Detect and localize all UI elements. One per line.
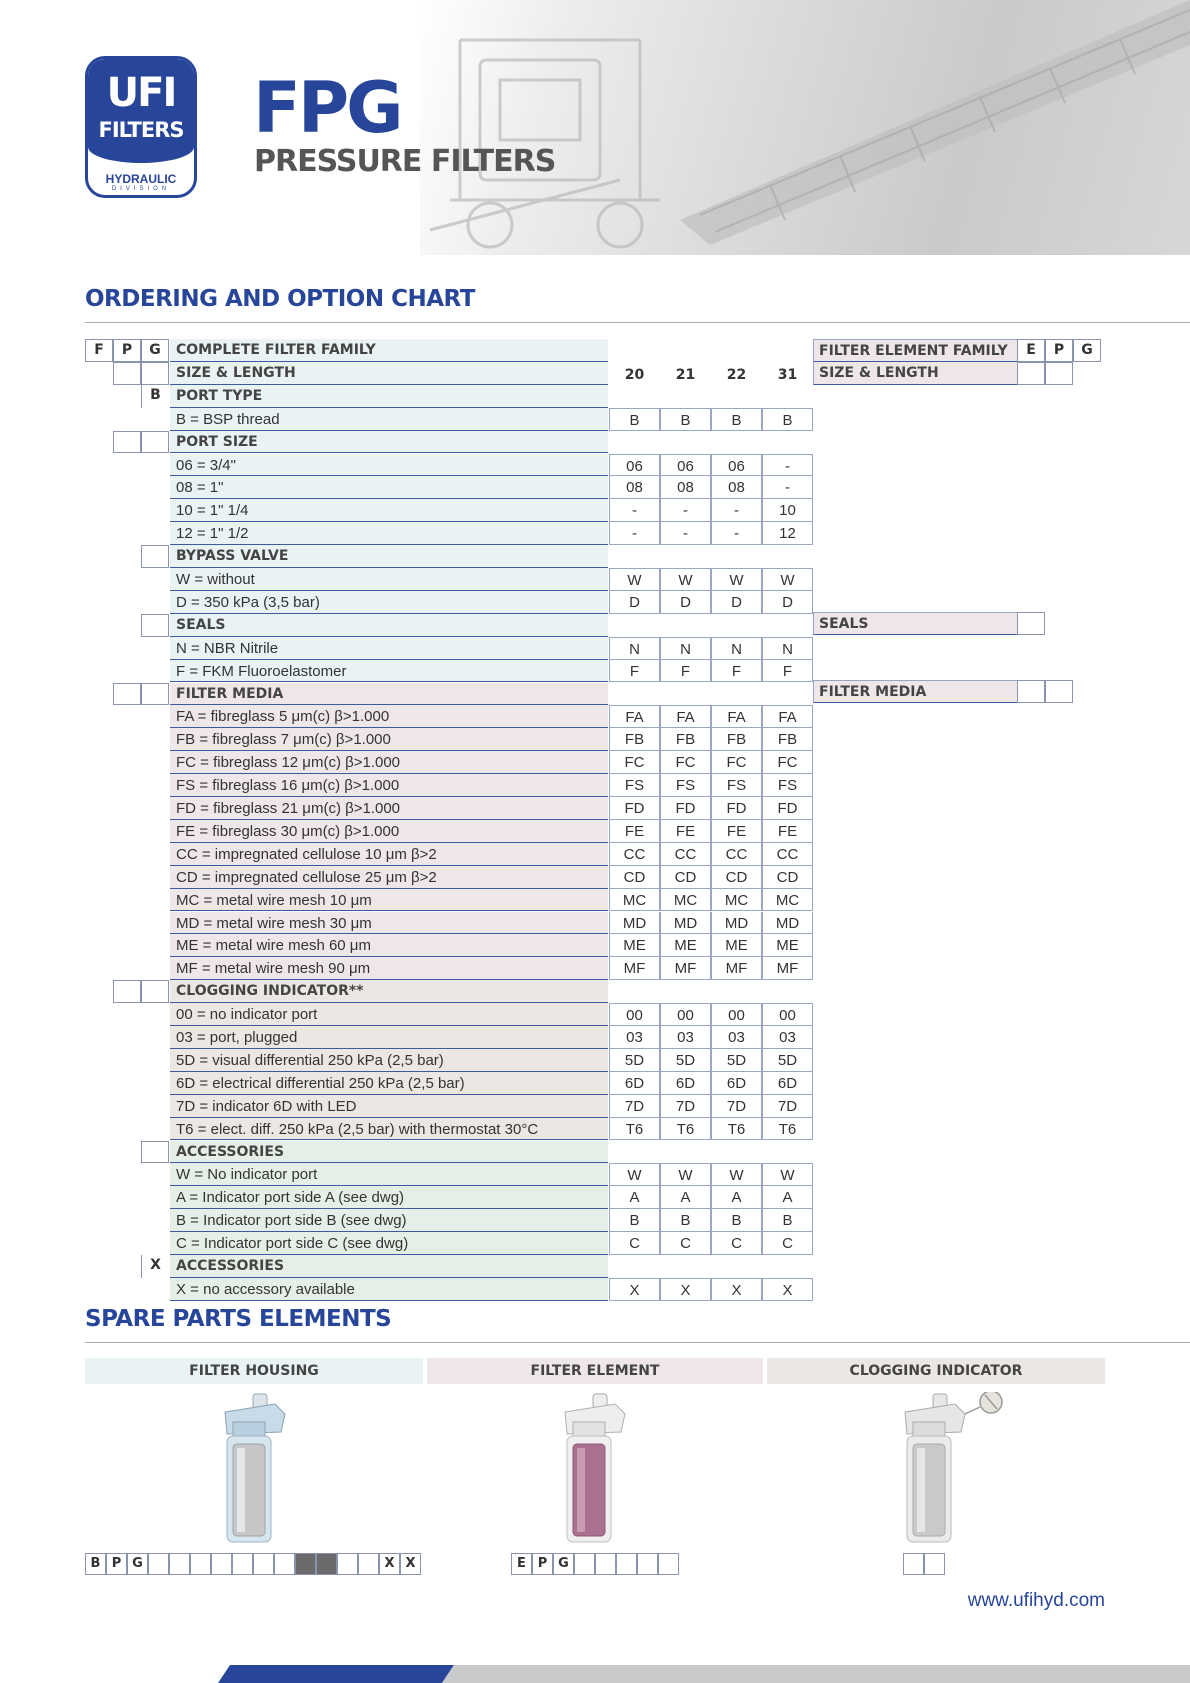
code-position-box: F	[85, 339, 113, 362]
option-code-cell: FE	[711, 820, 762, 843]
option-code-cell: CC	[711, 843, 762, 866]
element-media-box-2	[1045, 680, 1073, 703]
option-code-cell: 03	[660, 1026, 711, 1049]
chart-option-row	[0, 1072, 1190, 1095]
option-label: W = without	[170, 568, 608, 591]
option-code-cell: FA	[660, 705, 711, 728]
option-code-cell: -	[660, 522, 711, 545]
option-label: FC = fibreglass 12 μm(c) β>1.000	[170, 751, 608, 774]
option-code-cell: W	[660, 1163, 711, 1186]
option-code-cell: 00	[762, 1003, 813, 1026]
option-code-cell: C	[711, 1232, 762, 1255]
option-code-cell: FD	[660, 797, 711, 820]
option-code-cell: 7D	[660, 1095, 711, 1118]
code-character-box	[190, 1553, 211, 1575]
section-label: PORT SIZE	[170, 431, 608, 454]
option-label: MC = metal wire mesh 10 μm	[170, 889, 608, 912]
option-code-cell: 00	[711, 1003, 762, 1026]
chart-option-row	[0, 1278, 1190, 1301]
filter-housing-header: FILTER HOUSING	[85, 1358, 423, 1384]
code-position-box	[141, 614, 169, 637]
chart-option-row	[0, 637, 1190, 660]
option-code-cell: FS	[609, 774, 660, 797]
element-media-label: FILTER MEDIA	[813, 680, 1017, 703]
chart-option-row	[0, 1095, 1190, 1118]
code-character-box: E	[511, 1553, 532, 1575]
option-code-cell: 5D	[711, 1049, 762, 1072]
option-code-cell: 00	[660, 1003, 711, 1026]
option-code-cell: X	[609, 1278, 660, 1301]
option-label: ME = metal wire mesh 60 μm	[170, 934, 608, 957]
code-character-box	[232, 1553, 253, 1575]
code-character-box: B	[85, 1553, 106, 1575]
chart-option-row	[0, 751, 1190, 774]
clogging-indicator-image	[895, 1392, 1010, 1547]
option-label: F = FKM Fluoroelastomer	[170, 660, 608, 683]
option-code-cell: -	[609, 522, 660, 545]
option-code-cell: 5D	[660, 1049, 711, 1072]
clogging-indicator-header: CLOGGING INDICATOR	[767, 1358, 1105, 1384]
chart-option-row	[0, 408, 1190, 431]
option-code-cell: -	[762, 476, 813, 499]
size-column-header: 20	[624, 366, 645, 383]
option-code-cell: A	[609, 1186, 660, 1209]
code-position-box	[113, 980, 141, 1003]
option-code-cell: ME	[762, 934, 813, 957]
chart-option-row	[0, 820, 1190, 843]
header-background-photo	[420, 0, 1190, 255]
code-position-box: G	[141, 339, 169, 362]
option-code-cell: D	[762, 591, 813, 614]
code-position-box: P	[113, 339, 141, 362]
section-label: CLOGGING INDICATOR**	[170, 980, 608, 1003]
logo-hydraulic-text: HYDRAULIC	[105, 172, 177, 186]
option-code-cell: 03	[762, 1026, 813, 1049]
option-code-cell: FC	[609, 751, 660, 774]
option-code-cell: ME	[609, 934, 660, 957]
option-code-cell: B	[711, 1209, 762, 1232]
option-code-cell: MC	[660, 889, 711, 912]
code-character-box	[924, 1553, 945, 1575]
code-character-box	[337, 1553, 358, 1575]
option-label: X = no accessory available	[170, 1278, 608, 1301]
option-code-cell: FE	[609, 820, 660, 843]
option-code-cell: T6	[762, 1118, 813, 1141]
chart-option-row	[0, 934, 1190, 957]
logo-ufi-text: UFI	[106, 70, 176, 116]
code-character-box	[616, 1553, 637, 1575]
option-label: D = 350 kPa (3,5 bar)	[170, 591, 608, 614]
option-code-cell: MF	[660, 957, 711, 980]
code-character-box: P	[106, 1553, 127, 1575]
aerial-platform-illustration	[420, 0, 1190, 255]
option-code-cell: -	[609, 499, 660, 522]
option-code-cell: T6	[711, 1118, 762, 1141]
option-code-cell: 03	[609, 1026, 660, 1049]
chart-option-row	[0, 889, 1190, 912]
ordering-chart-title: ORDERING AND OPTION CHART	[85, 286, 475, 312]
product-subtitle: PRESSURE FILTERS	[254, 144, 556, 179]
chart-option-row	[0, 957, 1190, 980]
option-code-cell: 00	[609, 1003, 660, 1026]
option-code-cell: FE	[660, 820, 711, 843]
ufi-filters-logo	[85, 56, 197, 198]
chart-option-row	[0, 1209, 1190, 1232]
option-code-cell: B	[762, 1209, 813, 1232]
option-code-cell: 03	[711, 1026, 762, 1049]
code-character-box: X	[379, 1553, 400, 1575]
option-label: N = NBR Nitrile	[170, 637, 608, 660]
option-code-cell: CD	[711, 866, 762, 889]
logo-filters-text: FILTERS	[98, 118, 184, 142]
option-code-cell: 06	[660, 454, 711, 477]
option-code-cell: MD	[609, 912, 660, 935]
option-label: 10 = 1" 1/4	[170, 499, 608, 522]
code-character-box	[574, 1553, 595, 1575]
filter-housing-image	[215, 1392, 295, 1547]
option-code-cell: 6D	[660, 1072, 711, 1095]
option-code-cell: D	[711, 591, 762, 614]
option-code-cell: A	[660, 1186, 711, 1209]
option-label: 6D = electrical differential 250 kPa (2,5 bar)	[170, 1072, 608, 1095]
option-code-cell: B	[711, 408, 762, 431]
option-code-cell: W	[609, 568, 660, 591]
section-label: BYPASS VALVE	[170, 545, 608, 568]
chart-section-header	[0, 431, 1190, 454]
option-code-cell: 6D	[609, 1072, 660, 1095]
option-label: MF = metal wire mesh 90 μm	[170, 957, 608, 980]
option-code-cell: CD	[762, 866, 813, 889]
option-code-cell: 7D	[762, 1095, 813, 1118]
product-title: FPG	[253, 67, 401, 149]
code-position-box: X	[141, 1255, 169, 1278]
option-code-cell: FB	[660, 728, 711, 751]
option-code-cell: FB	[711, 728, 762, 751]
option-code-cell: MC	[711, 889, 762, 912]
element-seals-box	[1017, 612, 1045, 635]
section-label: ACCESSORIES	[170, 1141, 608, 1164]
chart-section-header	[0, 385, 1190, 408]
option-code-cell: FA	[762, 705, 813, 728]
code-character-box	[316, 1553, 337, 1575]
chart-option-row	[0, 1026, 1190, 1049]
option-code-cell: MF	[609, 957, 660, 980]
element-family-letter-g: G	[1073, 339, 1101, 362]
code-position-box: B	[141, 385, 169, 408]
code-character-box	[658, 1553, 679, 1575]
option-code-cell: FD	[711, 797, 762, 820]
chart-option-row	[0, 591, 1190, 614]
code-position-box	[141, 683, 169, 706]
option-code-cell: X	[762, 1278, 813, 1301]
option-code-cell: F	[762, 660, 813, 683]
option-code-cell: B	[762, 408, 813, 431]
option-code-cell: C	[609, 1232, 660, 1255]
option-code-cell: 7D	[609, 1095, 660, 1118]
code-position-box	[113, 362, 141, 385]
code-character-box: G	[127, 1553, 148, 1575]
option-code-cell: B	[609, 1209, 660, 1232]
option-code-cell: CD	[660, 866, 711, 889]
option-code-cell: T6	[609, 1118, 660, 1141]
chart-option-row	[0, 499, 1190, 522]
element-media-box-1	[1017, 680, 1045, 703]
code-position-box	[113, 431, 141, 454]
option-code-cell: 08	[660, 476, 711, 499]
option-code-cell: N	[762, 637, 813, 660]
option-code-cell: -	[711, 499, 762, 522]
option-label: 7D = indicator 6D with LED	[170, 1095, 608, 1118]
option-code-cell: -	[660, 499, 711, 522]
option-code-cell: X	[660, 1278, 711, 1301]
option-label: 5D = visual differential 250 kPa (2,5 bar)	[170, 1049, 608, 1072]
option-label: B = BSP thread	[170, 408, 608, 431]
option-code-cell: MD	[762, 912, 813, 935]
code-character-box	[211, 1553, 232, 1575]
option-code-cell: ME	[711, 934, 762, 957]
option-code-cell: FE	[762, 820, 813, 843]
chart-option-row	[0, 568, 1190, 591]
section-label: PORT TYPE	[170, 385, 608, 408]
code-character-box: X	[400, 1553, 421, 1575]
chart-option-row	[0, 728, 1190, 751]
section-label: FILTER MEDIA	[170, 683, 608, 706]
chart-option-row	[0, 1003, 1190, 1026]
element-size-box-2	[1045, 362, 1073, 385]
chart-option-row	[0, 912, 1190, 935]
option-code-cell: FD	[762, 797, 813, 820]
section-divider	[85, 322, 1190, 323]
option-code-cell: CD	[609, 866, 660, 889]
option-code-cell: C	[762, 1232, 813, 1255]
section-label: ACCESSORIES	[170, 1255, 608, 1278]
option-code-cell: W	[711, 568, 762, 591]
code-position-box	[141, 980, 169, 1003]
option-code-cell: 06	[609, 454, 660, 477]
section-label: SIZE & LENGTH	[170, 362, 608, 385]
chart-option-row	[0, 522, 1190, 545]
option-code-cell: A	[711, 1186, 762, 1209]
option-code-cell: 06	[711, 454, 762, 477]
option-code-cell: FC	[711, 751, 762, 774]
chart-option-row	[0, 1163, 1190, 1186]
chart-option-row	[0, 774, 1190, 797]
option-code-cell: 10	[762, 499, 813, 522]
code-character-box	[637, 1553, 658, 1575]
option-label: FD = fibreglass 21 μm(c) β>1.000	[170, 797, 608, 820]
code-character-box: G	[553, 1553, 574, 1575]
option-code-cell: W	[660, 568, 711, 591]
option-code-cell: 6D	[711, 1072, 762, 1095]
option-label: FS = fibreglass 16 μm(c) β>1.000	[170, 774, 608, 797]
option-code-cell: MF	[711, 957, 762, 980]
size-column-header: 31	[777, 366, 798, 383]
option-label: CD = impregnated cellulose 25 μm β>2	[170, 866, 608, 889]
option-code-cell: MC	[762, 889, 813, 912]
code-character-box: P	[532, 1553, 553, 1575]
option-code-cell: FB	[762, 728, 813, 751]
section-label: COMPLETE FILTER FAMILY	[170, 339, 608, 362]
code-character-box	[169, 1553, 190, 1575]
footer-blue-stripe	[218, 1665, 454, 1683]
filter-element-image	[555, 1392, 635, 1547]
logo-division-text: DIVISION	[111, 186, 171, 192]
option-code-cell: MC	[609, 889, 660, 912]
size-column-header: 22	[726, 366, 747, 383]
option-code-cell: MD	[711, 912, 762, 935]
chart-option-row	[0, 1186, 1190, 1209]
element-size-label: SIZE & LENGTH	[813, 362, 1017, 385]
chart-option-row	[0, 476, 1190, 499]
option-code-cell: FB	[609, 728, 660, 751]
option-label: C = Indicator port side C (see dwg)	[170, 1232, 608, 1255]
option-code-cell: B	[660, 1209, 711, 1232]
option-code-cell: ME	[660, 934, 711, 957]
option-code-cell: 08	[711, 476, 762, 499]
chart-option-row	[0, 1049, 1190, 1072]
website-link[interactable]: www.ufihyd.com	[967, 1590, 1105, 1611]
code-position-box	[141, 431, 169, 454]
option-label: 06 = 3/4"	[170, 454, 608, 477]
element-family-label: FILTER ELEMENT FAMILY	[813, 339, 1017, 362]
code-character-box	[595, 1553, 616, 1575]
code-character-box	[903, 1553, 924, 1575]
code-position-box	[141, 362, 169, 385]
option-label: FB = fibreglass 7 μm(c) β>1.000	[170, 728, 608, 751]
option-code-cell: W	[762, 568, 813, 591]
option-code-cell: 6D	[762, 1072, 813, 1095]
option-code-cell: F	[711, 660, 762, 683]
element-family-letter-e: E	[1017, 339, 1045, 362]
option-label: W = No indicator port	[170, 1163, 608, 1186]
element-size-box-1	[1017, 362, 1045, 385]
option-code-cell: X	[711, 1278, 762, 1301]
option-label: MD = metal wire mesh 30 μm	[170, 912, 608, 935]
option-code-cell: FA	[711, 705, 762, 728]
option-label: 12 = 1" 1/2	[170, 522, 608, 545]
option-label: 08 = 1"	[170, 476, 608, 499]
option-code-cell: MD	[660, 912, 711, 935]
option-label: FE = fibreglass 30 μm(c) β>1.000	[170, 820, 608, 843]
option-code-cell: FC	[660, 751, 711, 774]
code-character-box	[274, 1553, 295, 1575]
option-code-cell: 08	[609, 476, 660, 499]
option-code-cell: N	[660, 637, 711, 660]
option-code-cell: 12	[762, 522, 813, 545]
spare-parts-title: SPARE PARTS ELEMENTS	[85, 1306, 392, 1332]
option-label: T6 = elect. diff. 250 kPa (2,5 bar) with thermostat 30°C	[170, 1118, 608, 1141]
option-code-cell: CC	[609, 843, 660, 866]
chart-option-row	[0, 1118, 1190, 1141]
option-code-cell: A	[762, 1186, 813, 1209]
option-code-cell: W	[609, 1163, 660, 1186]
option-code-cell: -	[711, 522, 762, 545]
chart-option-row	[0, 454, 1190, 477]
option-code-cell: C	[660, 1232, 711, 1255]
code-position-box	[141, 545, 169, 568]
chart-option-row	[0, 797, 1190, 820]
header	[0, 0, 1190, 255]
option-code-cell: F	[660, 660, 711, 683]
chart-option-row	[0, 866, 1190, 889]
option-label: B = Indicator port side B (see dwg)	[170, 1209, 608, 1232]
code-character-box	[253, 1553, 274, 1575]
option-code-cell: W	[711, 1163, 762, 1186]
option-label: FA = fibreglass 5 μm(c) β>1.000	[170, 705, 608, 728]
chart-section-header	[0, 545, 1190, 568]
footer-grey-stripe	[442, 1665, 1190, 1683]
option-code-cell: MF	[762, 957, 813, 980]
option-label: CC = impregnated cellulose 10 μm β>2	[170, 843, 608, 866]
chart-option-row	[0, 843, 1190, 866]
code-position-box	[141, 1141, 169, 1164]
option-code-cell: N	[609, 637, 660, 660]
option-code-cell: 5D	[762, 1049, 813, 1072]
element-seals-label: SEALS	[813, 612, 1017, 635]
option-code-cell: FD	[609, 797, 660, 820]
option-code-cell: D	[660, 591, 711, 614]
section-label: SEALS	[170, 614, 608, 637]
chart-option-row	[0, 705, 1190, 728]
chart-section-header	[0, 980, 1190, 1003]
filter-element-header: FILTER ELEMENT	[427, 1358, 763, 1384]
option-code-cell: B	[609, 408, 660, 431]
option-code-cell: 5D	[609, 1049, 660, 1072]
option-code-cell: FS	[660, 774, 711, 797]
option-label: 00 = no indicator port	[170, 1003, 608, 1026]
chart-option-row	[0, 1232, 1190, 1255]
chart-section-header	[0, 1141, 1190, 1164]
code-character-box	[358, 1553, 379, 1575]
element-family-letter-p: P	[1045, 339, 1073, 362]
code-character-box	[295, 1553, 316, 1575]
option-code-cell: FS	[711, 774, 762, 797]
option-code-cell: -	[762, 454, 813, 477]
option-code-cell: CC	[762, 843, 813, 866]
option-code-cell: F	[609, 660, 660, 683]
option-code-cell: N	[711, 637, 762, 660]
option-code-cell: CC	[660, 843, 711, 866]
code-position-box	[113, 683, 141, 706]
option-code-cell: 7D	[711, 1095, 762, 1118]
size-column-header: 21	[675, 366, 696, 383]
code-character-box	[148, 1553, 169, 1575]
option-code-cell: D	[609, 591, 660, 614]
option-label: A = Indicator port side A (see dwg)	[170, 1186, 608, 1209]
chart-section-header	[0, 1255, 1190, 1278]
option-code-cell: B	[660, 408, 711, 431]
option-code-cell: W	[762, 1163, 813, 1186]
option-code-cell: T6	[660, 1118, 711, 1141]
option-code-cell: FS	[762, 774, 813, 797]
option-label: 03 = port, plugged	[170, 1026, 608, 1049]
section-divider	[85, 1342, 1190, 1343]
option-code-cell: FC	[762, 751, 813, 774]
option-code-cell: FA	[609, 705, 660, 728]
